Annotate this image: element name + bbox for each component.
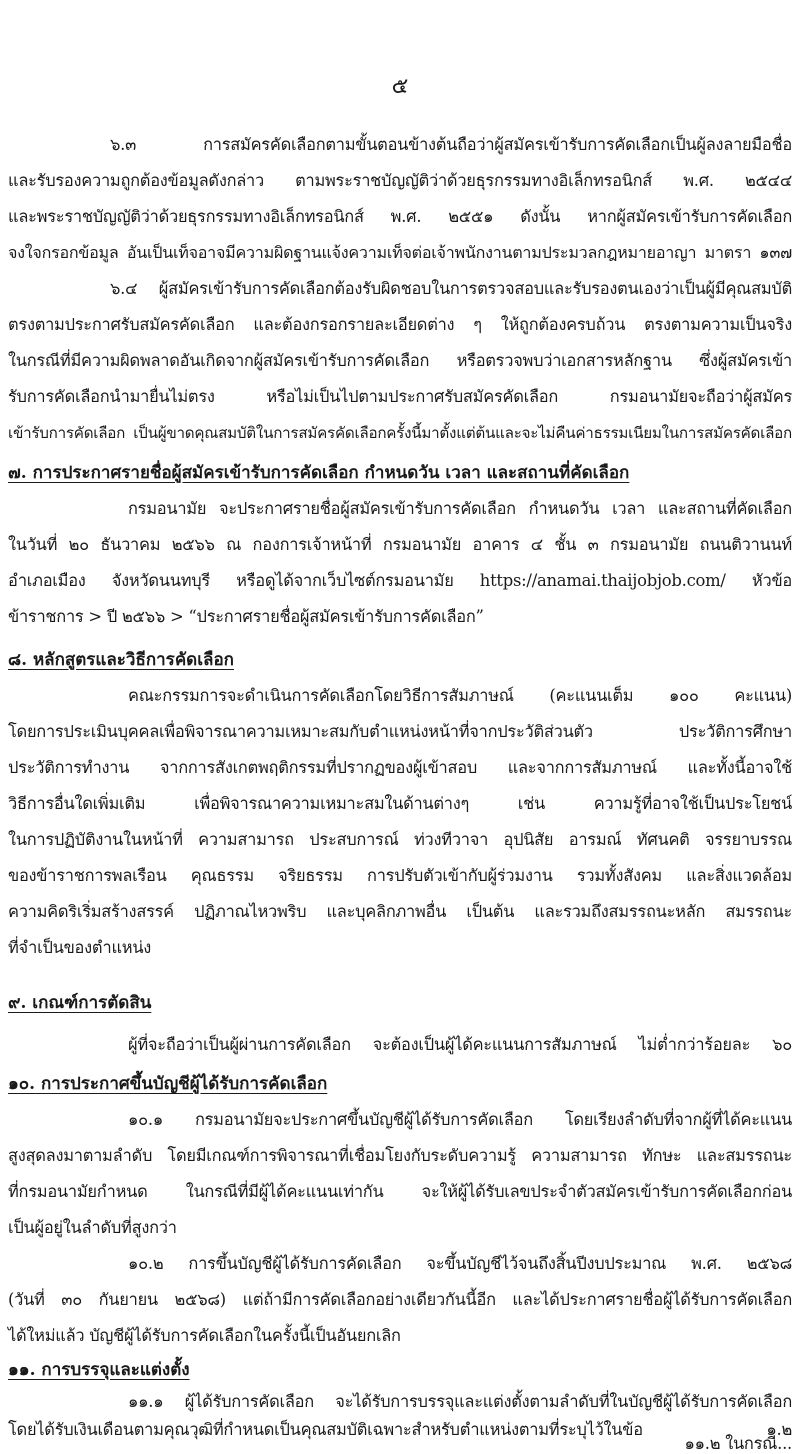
text-line: อำเภอเมือง จังหวัดนนทบุรี หรือดูได้จากเว็บไซต์กรมอนามัย https://anamai.thaijobjob.com/ หัวข้อ [8, 571, 792, 590]
text-line: จงใจกรอกข้อมูล อันเป็นเท็จอาจมีความผิดฐานแจ้งความเท็จต่อเจ้าพนักงานตามประมวลกฎหมายอาญา มาตรา ๑๓๗ [8, 243, 792, 262]
text-line: ที่กรมอนามัยกำหนด ในกรณีที่มีผู้ได้คะแนนเท่ากัน จะให้ผู้ได้รับเลขประจำตัวสมัครเข้ารับการคัดเลือกก่อน [8, 1182, 792, 1201]
text-line: ในกรณีที่มีความผิดพลาดอันเกิดจากผู้สมัครเข้ารับการคัดเลือก หรือตรวจพบว่าเอกสารหลักฐาน ซึ่งผู้สมัครเข้า [8, 351, 792, 370]
text-line: ผู้ที่จะถือว่าเป็นผู้ผ่านการคัดเลือก จะต้องเป็นผู้ได้คะแนนการสัมภาษณ์ ไม่ต่ำกว่าร้อยละ ๖๐ [128, 1035, 792, 1054]
text-line: เข้ารับการคัดเลือก เป็นผู้ขาดคุณสมบัติในการสมัครคัดเลือกครั้งนี้มาตั้งแต่ต้นและจะไม่คืนค่าธรรมเนียมในการสมัครคัดเลือก [8, 424, 792, 442]
text-line: ประวัติการทำงาน จากการสังเกตพฤติกรรมที่ปรากฏของผู้เข้าสอบ และจากการสัมภาษณ์ และทั้งนี้อาจใช้ [8, 758, 792, 777]
text-line: ข้าราชการ > ปี ๒๕๖๖ > “ประกาศรายชื่อผู้สมัครเข้ารับการคัดเลือก” [8, 607, 484, 626]
text-line: ในการปฏิบัติงานในหน้าที่ ความสามารถ ประสบการณ์ ท่วงทีวาจา อุปนิสัย อารมณ์ ทัศนคติ จรรยาบรรณ [8, 830, 792, 849]
section-heading: ๑๑. การบรรจุและแต่งตั้ง [8, 1360, 190, 1380]
text-line: (วันที่ ๓๐ กันยายน ๒๕๖๘) แต่ถ้ามีการคัดเลือกอย่างเดียวกันนี้อีก และได้ประกาศรายชื่อผู้ได้รับการคัดเลือก [8, 1290, 792, 1309]
section-heading: ๘. หลักสูตรและวิธีการคัดเลือก [8, 650, 234, 670]
text-line: เป็นผู้อยู่ในลำดับที่สูงกว่า [8, 1218, 177, 1237]
text-line: ตรงตามประกาศรับสมัครคัดเลือก และต้องกรอกรายละเอียดต่าง ๆ ให้ถูกต้องครบถ้วน ตรงตามความเป็นจริง [8, 315, 792, 334]
text-line: และรับรองความถูกต้องข้อมูลดังกล่าว ตามพระราชบัญญัติว่าด้วยธุรกรรมทางอิเล็กทรอนิกส์ พ.ศ. ๒๕๔๔ [8, 171, 792, 190]
text-line: ที่จำเป็นของตำแหน่ง [8, 938, 152, 957]
text-line: ในวันที่ ๒๐ ธันวาคม ๒๕๖๖ ณ กองการเจ้าหน้าที่ กรมอนามัย อาคาร ๔ ชั้น ๓ กรมอนามัย ถนนติวานนท์ [8, 535, 792, 554]
text-line: โดยการประเมินบุคคลเพื่อพิจารณาความเหมาะสมกับตำแหน่งหน้าที่จากประวัติส่วนตัว ประวัติการศึกษา [8, 722, 792, 741]
text-line: ความคิดริเริ่มสร้างสรรค์ ปฏิภาณไหวพริบ และบุคลิกภาพอื่น เป็นต้น และรวมถึงสมรรถนะหลัก สมรรถนะ [8, 902, 792, 921]
text-line: ของข้าราชการพลเรือน คุณธรรม จริยธรรม การปรับตัวเข้ากับผู้ร่วมงาน รวมทั้งสังคม และสิ่งแวดล้อม [8, 866, 792, 885]
text-line: คณะกรรมการจะดำเนินการคัดเลือกโดยวิธีการสัมภาษณ์ (คะแนนเต็ม ๑๐๐ คะแนน) [128, 686, 792, 705]
text-line: สูงสุดลงมาตามลำดับ โดยมีเกณฑ์การพิจารณาที่เชื่อมโยงกับระดับความรู้ ความสามารถ ทักษะ และสมรรถนะ [8, 1146, 792, 1165]
text-line: และพระราชบัญญัติว่าด้วยธุรกรรมทางอิเล็กทรอนิกส์ พ.ศ. ๒๕๕๑ ดังนั้น หากผู้สมัครเข้ารับการคัดเลือก [8, 207, 792, 226]
continuation-text: ๑๑.๒ ในกรณี... [684, 1434, 792, 1453]
text-line: ๑๐.๒ การขึ้นบัญชีผู้ได้รับการคัดเลือก จะขึ้นบัญชีไว้จนถึงสิ้นปีงบประมาณ พ.ศ. ๒๕๖๘ [128, 1254, 792, 1273]
page-number: ๕ [391, 74, 409, 99]
section-heading: ๑๐. การประกาศขึ้นบัญชีผู้ได้รับการคัดเลือก [8, 1074, 328, 1094]
text-line: กรมอนามัย จะประกาศรายชื่อผู้สมัครเข้ารับการคัดเลือก กำหนดวัน เวลา และสถานที่คัดเลือก [128, 499, 792, 518]
text-line: ๖.๓ การสมัครคัดเลือกตามขั้นตอนข้างต้นถือว่าผู้สมัครเข้ารับการคัดเลือกเป็นผู้ลงลายมือชื่อ [110, 135, 792, 154]
text-line: รับการคัดเลือกนำมายื่นไม่ตรง หรือไม่เป็นไปตามประกาศรับสมัครคัดเลือก กรมอนามัยจะถือว่าผู้สมัคร [8, 387, 792, 406]
text-line: ได้ใหม่แล้ว บัญชีผู้ได้รับการคัดเลือกในครั้งนี้เป็นอันยกเลิก [8, 1326, 401, 1345]
text-line: วิธีการอื่นใดเพิ่มเติม เพื่อพิจารณาความเหมาะสมในด้านต่างๆ เช่น ความรู้ที่อาจใช้เป็นประโยชน์ [8, 794, 792, 813]
text-line: โดยได้รับเงินเดือนตามคุณวุฒิที่กำหนดเป็นคุณสมบัติเฉพาะสำหรับตำแหน่งตามที่ระบุไว้ในข้อ ๑.๒ [8, 1420, 792, 1439]
section-heading: ๙. เกณฑ์การตัดสิน [8, 993, 152, 1013]
text-line: ๑๐.๑ กรมอนามัยจะประกาศขึ้นบัญชีผู้ได้รับการคัดเลือก โดยเรียงลำดับที่จากผู้ที่ได้คะแนน [128, 1110, 792, 1129]
text-line: ๖.๔ ผู้สมัครเข้ารับการคัดเลือกต้องรับผิดชอบในการตรวจสอบและรับรองตนเองว่าเป็นผู้มีคุณสมบัติ [110, 279, 792, 298]
section-heading: ๗. การประกาศรายชื่อผู้สมัครเข้ารับการคัดเลือก กำหนดวัน เวลา และสถานที่คัดเลือก [8, 463, 630, 483]
text-line: ๑๑.๑ ผู้ได้รับการคัดเลือก จะได้รับการบรรจุและแต่งตั้งตามลำดับที่ในบัญชีผู้ได้รับการคัดเลือก [128, 1392, 792, 1411]
